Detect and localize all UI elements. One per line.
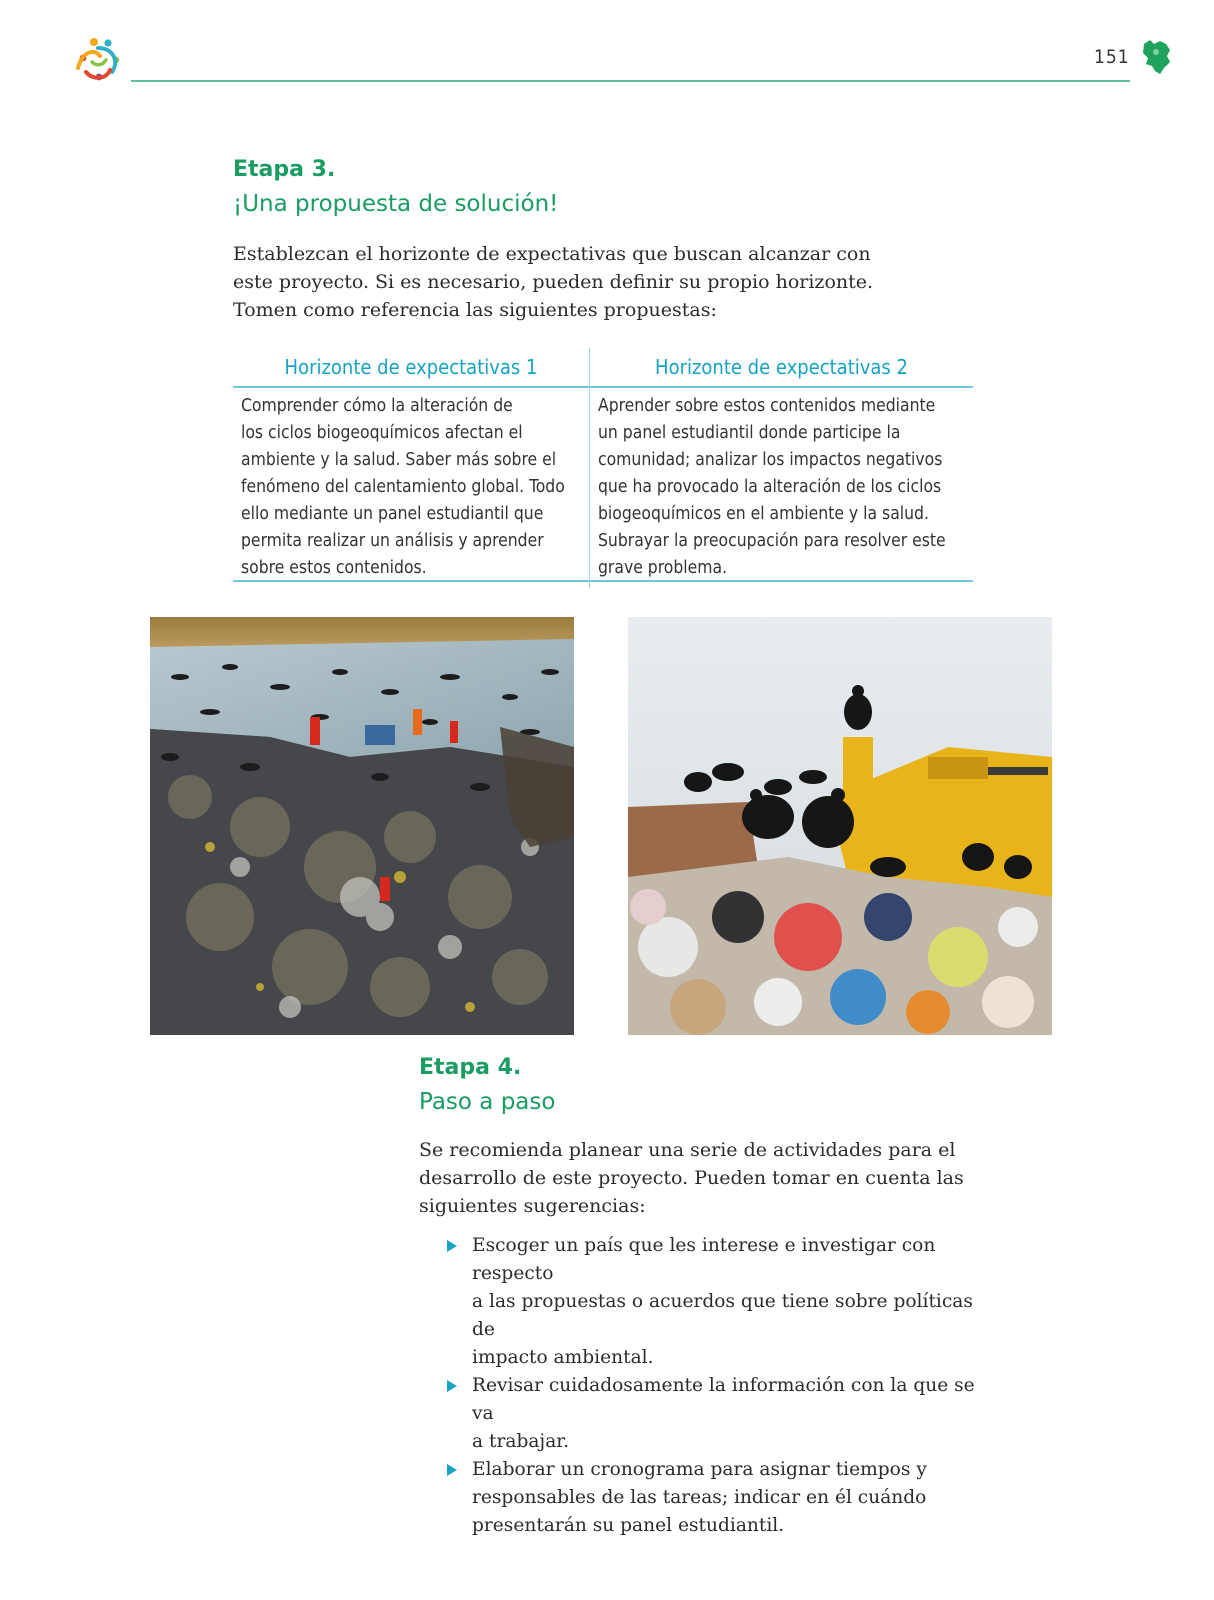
stage4-subtitle: Paso a paso — [419, 1089, 556, 1115]
stage4-intro-line: siguientes sugerencias: — [419, 1195, 646, 1217]
list-item — [443, 1372, 983, 1456]
column-header-1: Horizonte de expectativas 1 — [233, 348, 589, 388]
colorful-people-circle-logo-icon — [72, 34, 124, 84]
stage3-subtitle: ¡Una propuesta de solución! — [233, 191, 559, 217]
list-item-line: Revisar cuidadosamente la información con la que se va — [472, 1375, 975, 1424]
list-item-line: Escoger un país que les interese e investigar con respecto — [472, 1235, 936, 1284]
column-line: sobre estos contenidos. — [241, 558, 427, 578]
stage4-intro — [419, 1136, 989, 1220]
list-item-line: presentarán su panel estudiantil. — [472, 1515, 785, 1536]
list-item-line: a las propuestas o acuerdos que tiene sobre políticas de — [472, 1291, 973, 1340]
steps-list — [443, 1232, 983, 1540]
stage3-title: Etapa 3. — [233, 157, 336, 182]
stage4-intro-line: desarrollo de este proyecto. Pueden tomar en cuenta las — [419, 1167, 964, 1189]
column-line: que ha provocado la alteración de los ciclos — [598, 477, 942, 497]
stage3-intro-line: Tomen como referencia las siguientes propuestas: — [233, 299, 717, 321]
header-rule — [131, 80, 1130, 82]
column-body-1 — [233, 388, 589, 582]
list-item-line: impacto ambiental. — [472, 1347, 654, 1368]
landfill-with-vultures-photo — [150, 617, 574, 1035]
column-line: Aprender sobre estos contenidos mediante — [598, 396, 936, 416]
triangle-bullet-icon — [447, 1380, 457, 1392]
stage3-intro-line: este proyecto. Si es necesario, pueden definir su propio horizonte. — [233, 271, 874, 293]
vultures-on-garbage-with-bulldozer-photo — [628, 617, 1052, 1035]
column-header-2: Horizonte de expectativas 2 — [590, 348, 973, 388]
column-line: los ciclos biogeoquímicos afectan el — [241, 423, 523, 443]
column-line: permita realizar un análisis y aprender — [241, 531, 544, 551]
list-item-line: a trabajar. — [472, 1431, 570, 1452]
expectations-column-2 — [590, 348, 973, 588]
column-line: Subrayar la preocupación para resolver este — [598, 531, 946, 551]
list-item-line: Elaborar un cronograma para asignar tiempos y — [472, 1459, 927, 1480]
column-line: ello mediante un panel estudiantil que — [241, 504, 544, 524]
column-line: biogeoquímicos en el ambiente y la salud. — [598, 504, 929, 524]
list-item — [443, 1456, 983, 1540]
triangle-bullet-icon — [447, 1240, 457, 1252]
column-body-2 — [590, 388, 973, 582]
stage4-title: Etapa 4. — [419, 1055, 522, 1080]
column-line: Comprender cómo la alteración de — [241, 396, 513, 416]
list-item — [443, 1232, 983, 1372]
column-line: grave problema. — [598, 558, 728, 578]
column-line: un panel estudiantil donde participe la — [598, 423, 901, 443]
triangle-bullet-icon — [447, 1464, 457, 1476]
page-number: 151 — [1094, 46, 1130, 68]
column-line: ambiente y la salud. Saber más sobre el — [241, 450, 557, 470]
column-line: fenómeno del calentamiento global. Todo — [241, 477, 565, 497]
stage4-intro-line: Se recomienda planear una serie de actividades para el — [419, 1139, 956, 1161]
green-map-icon — [1140, 38, 1172, 76]
list-item-line: responsables de las tareas; indicar en él cuándo — [472, 1487, 927, 1508]
stage3-intro-line: Establezcan el horizonte de expectativas que buscan alcanzar con — [233, 243, 871, 265]
stage3-intro — [233, 240, 933, 324]
expectations-table — [233, 348, 973, 588]
column-line: comunidad; analizar los impactos negativos — [598, 450, 943, 470]
expectations-column-1 — [233, 348, 589, 588]
